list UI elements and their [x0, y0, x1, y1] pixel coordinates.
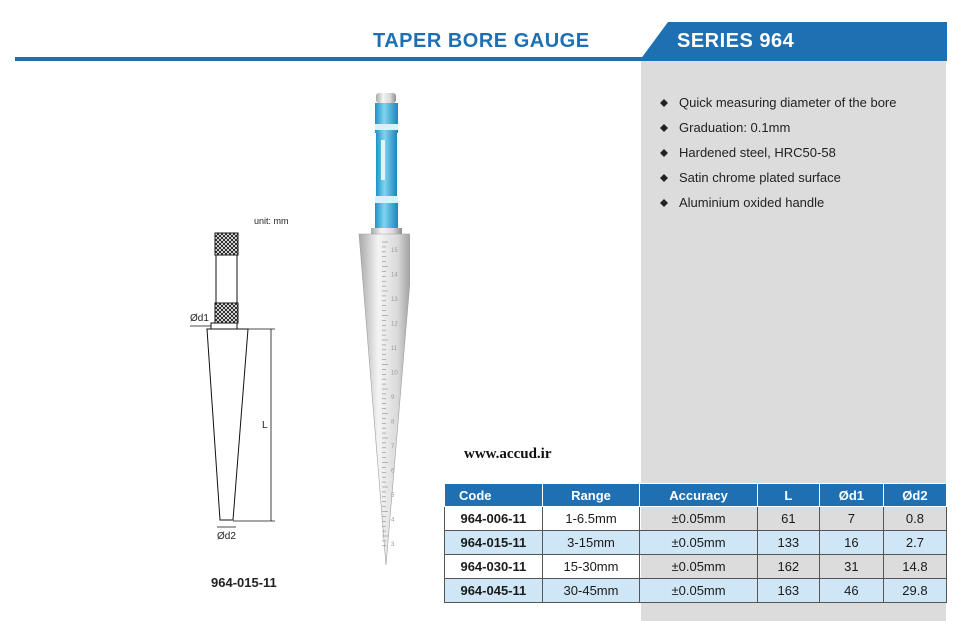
spec-table [444, 483, 947, 603]
diamond-bullet-icon [660, 199, 668, 207]
table-row [445, 555, 947, 579]
cell-accuracy: ±0.05mm [640, 531, 758, 555]
series-label: SERIES 964 [677, 30, 795, 52]
col-header-d1: Ød1 [819, 484, 883, 507]
feature-item [660, 170, 897, 195]
col-header-accuracy: Accuracy [640, 484, 758, 507]
handle-collar [371, 228, 402, 234]
scale-number: 3 [391, 542, 395, 548]
cell-d1: 31 [819, 555, 883, 579]
cell-d1: 16 [819, 531, 883, 555]
cell-range: 30-45mm [542, 579, 640, 603]
handle-knurl-bottom [375, 203, 398, 228]
d1-label: Ød1 [190, 313, 209, 324]
col-header-code: Code [445, 484, 543, 507]
cell-l: 163 [757, 579, 819, 603]
col-header-l: L [757, 484, 819, 507]
taper-body [207, 329, 248, 520]
taper-blade [359, 234, 410, 565]
feature-item [660, 95, 897, 120]
cell-accuracy: ±0.05mm [640, 555, 758, 579]
cell-d2: 2.7 [883, 531, 946, 555]
scale-number: 14 [391, 272, 398, 279]
cell-d1: 46 [819, 579, 883, 603]
scale-number: 8 [391, 419, 395, 426]
cell-l: 162 [757, 555, 819, 579]
scale-number: 5 [391, 493, 395, 499]
cell-code: 964-030-11 [445, 555, 543, 579]
cell-range: 3-15mm [542, 531, 640, 555]
feature-item [660, 195, 897, 220]
scale-number: 11 [391, 346, 398, 352]
length-label: L [262, 420, 268, 431]
col-header-range: Range [542, 484, 640, 507]
handle-ring-top [375, 124, 398, 130]
diamond-bullet-icon [660, 124, 668, 132]
table-row [445, 507, 947, 531]
feature-item [660, 120, 897, 145]
cell-l: 61 [757, 507, 819, 531]
scale-number: 4 [391, 517, 395, 524]
cell-d2: 14.8 [883, 555, 946, 579]
feature-text: Graduation: 0.1mm [679, 120, 791, 135]
cell-range: 15-30mm [542, 555, 640, 579]
diamond-bullet-icon [660, 99, 668, 107]
scale-number: 15 [391, 248, 398, 254]
scale-number: 9 [391, 395, 395, 401]
handle-body [216, 255, 237, 303]
table-row [445, 531, 947, 555]
diamond-bullet-icon [660, 174, 668, 182]
cell-d2: 0.8 [883, 507, 946, 531]
handle-grip [376, 133, 397, 196]
feature-text: Quick measuring diameter of the bore [679, 95, 897, 110]
unit-label: unit: mm [254, 216, 289, 226]
scale-number: 7 [391, 444, 395, 450]
gauge-technical-drawing [150, 220, 310, 540]
knurl-bottom [215, 303, 238, 323]
feature-item [660, 145, 897, 170]
cell-range: 1-6.5mm [542, 507, 640, 531]
feature-text: Hardened steel, HRC50-58 [679, 145, 836, 160]
table-row [445, 579, 947, 603]
diamond-bullet-icon [660, 149, 668, 157]
feature-text: Satin chrome plated surface [679, 170, 841, 185]
table-header-row [445, 484, 947, 507]
feature-list [660, 95, 897, 220]
scale-number: 12 [391, 321, 398, 328]
website-url: www.accud.ir [464, 446, 552, 462]
cell-accuracy: ±0.05mm [640, 579, 758, 603]
scale-number: 10 [391, 370, 398, 377]
handle-window [381, 140, 385, 180]
cell-accuracy: ±0.05mm [640, 507, 758, 531]
cell-l: 133 [757, 531, 819, 555]
scale-number: 6 [391, 468, 395, 475]
scale-number: 13 [391, 297, 398, 303]
collar [211, 323, 237, 329]
gauge-product-image [350, 85, 410, 570]
feature-text: Aluminium oxided handle [679, 195, 825, 210]
knurl-top [215, 233, 238, 255]
handle-ring-bottom [375, 196, 398, 203]
d2-label: Ød2 [217, 531, 236, 542]
handle-cap [376, 93, 396, 103]
page-title: TAPER BORE GAUGE [373, 30, 590, 52]
cell-code: 964-045-11 [445, 579, 543, 603]
cell-d2: 29.8 [883, 579, 946, 603]
cell-code: 964-006-11 [445, 507, 543, 531]
cell-code: 964-015-11 [445, 531, 543, 555]
cell-d1: 7 [819, 507, 883, 531]
col-header-d2: Ød2 [883, 484, 946, 507]
model-number: 964-015-11 [211, 575, 277, 590]
